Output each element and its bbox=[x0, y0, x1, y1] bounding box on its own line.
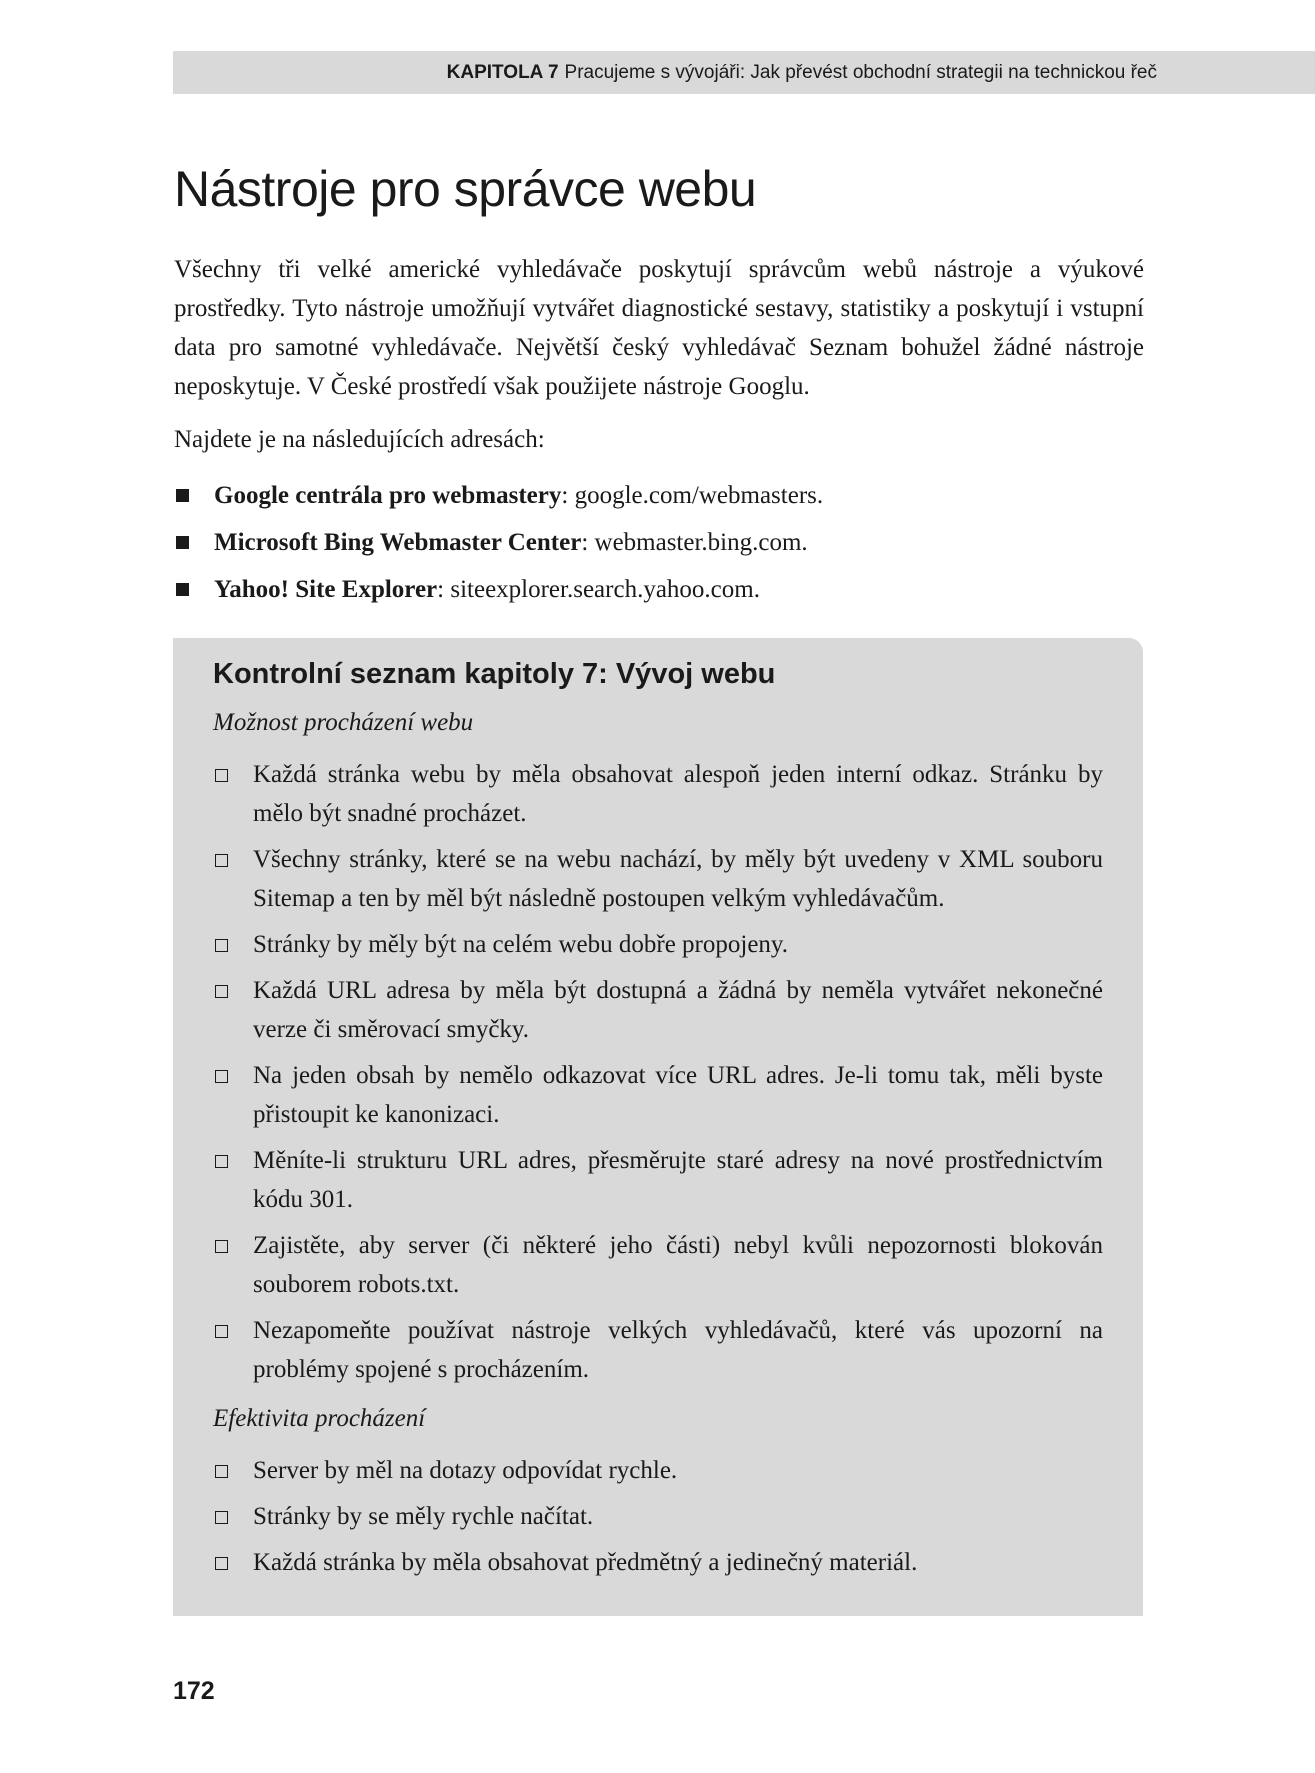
chapter-label: KAPITOLA 7 bbox=[446, 61, 559, 83]
checkbox-icon bbox=[215, 985, 228, 998]
checklist-item bbox=[213, 925, 1103, 964]
checklist-item bbox=[213, 1226, 1103, 1304]
checklist-item-text: Měníte-li strukturu URL adres, přesměrujte staré adresy na nové prostřednictvím kódu 301. bbox=[253, 1147, 1103, 1213]
checklist-item-text: Na jeden obsah by nemělo odkazovat více URL adres. Je-li tomu tak, měli byste přistoupit ke kanonizaci. bbox=[253, 1062, 1103, 1128]
page-number: 172 bbox=[173, 1677, 215, 1705]
list-item bbox=[174, 570, 1144, 609]
intro-paragraph: Všechny tři velké americké vyhledávače poskytují správcům webů nástroje a výukové prostředky. Tyto nástroje umožňují vytvářet diagnostické sestavy, statistiky a poskytují i vstupní data pro samotné vyhledávače. Největší český vyhledávač Seznam bohužel žádné nástroje neposkytuje. V České prostředí však použijete nástroje Googlu. bbox=[174, 256, 1144, 400]
square-bullet-icon bbox=[176, 536, 189, 549]
checklist-item bbox=[213, 1497, 1103, 1536]
tool-address: : siteexplorer.search.yahoo.com. bbox=[437, 576, 760, 603]
tool-name: Yahoo! Site Explorer bbox=[214, 576, 438, 603]
tool-address: : webmaster.bing.com. bbox=[581, 529, 808, 556]
square-bullet-icon bbox=[176, 489, 189, 502]
section-title: Nástroje pro správce webu bbox=[174, 161, 757, 217]
checklist-item-text: Každá URL adresa by měla být dostupná a žádná by neměla vytvářet nekonečné verze či směrovací smyčky. bbox=[253, 977, 1103, 1043]
checklist-item bbox=[213, 1141, 1103, 1219]
checklist-item bbox=[213, 971, 1103, 1049]
checklist-item bbox=[213, 1311, 1103, 1389]
checklist-item bbox=[213, 1451, 1103, 1490]
checkbox-icon bbox=[215, 1240, 228, 1253]
checklist-item-text: Každá stránka webu by měla obsahovat alespoň jeden interní odkaz. Stránku by mělo být snadné procházet. bbox=[253, 761, 1103, 827]
addresses-lead: Najdete je na následujících adresách: bbox=[174, 426, 545, 453]
checkbox-icon bbox=[215, 769, 228, 782]
checklist-item-text: Každá stránka by měla obsahovat předmětný a jedinečný materiál. bbox=[253, 1549, 918, 1576]
checkbox-icon bbox=[215, 939, 228, 952]
chapter-checklist-box bbox=[173, 638, 1143, 1616]
crawl-efficiency-checklist bbox=[213, 1451, 1103, 1582]
checklist-item-text: Nezapomeňte používat nástroje velkých vyhledávačů, které vás upozorní na problémy spojené s procházením. bbox=[253, 1317, 1103, 1383]
crawlability-checklist bbox=[213, 755, 1103, 1389]
webmaster-tools-list bbox=[174, 476, 1144, 617]
tool-name: Google centrála pro webmastery bbox=[214, 482, 562, 509]
checklist-item-text: Všechny stránky, které se na webu nachází, by měly být uvedeny v XML souboru Sitemap a ten by měl být následně postoupen velkým vyhledávačům. bbox=[253, 846, 1103, 912]
tool-address: : google.com/webmasters. bbox=[561, 482, 824, 509]
checklist-subheading: Efektivita procházení bbox=[213, 1405, 426, 1432]
checkbox-icon bbox=[215, 854, 228, 867]
checklist-item bbox=[213, 840, 1103, 918]
square-bullet-icon bbox=[176, 583, 189, 596]
checklist-title: Kontrolní seznam kapitoly 7: Vývoj webu bbox=[213, 658, 776, 690]
checklist-item-text: Zajistěte, aby server (či některé jeho části) nebyl kvůli nepozornosti blokován souborem robots.txt. bbox=[253, 1232, 1103, 1298]
checkbox-icon bbox=[215, 1511, 228, 1524]
checklist-item-text: Server by měl na dotazy odpovídat rychle. bbox=[253, 1457, 678, 1484]
checklist-subheading: Možnost procházení webu bbox=[213, 709, 474, 736]
checklist-item-text: Stránky by se měly rychle načítat. bbox=[253, 1503, 594, 1530]
checkbox-icon bbox=[215, 1070, 228, 1083]
chapter-title: Pracujeme s vývojáři: Jak převést obchodní strategii na technickou řeč bbox=[564, 61, 1157, 83]
list-item bbox=[174, 523, 1144, 562]
checklist-item-text: Stránky by měly být na celém webu dobře propojeny. bbox=[253, 931, 789, 958]
checkbox-icon bbox=[215, 1557, 228, 1570]
checklist-item bbox=[213, 1543, 1103, 1582]
checkbox-icon bbox=[215, 1325, 228, 1338]
tool-name: Microsoft Bing Webmaster Center bbox=[214, 529, 582, 556]
checklist-item bbox=[213, 755, 1103, 833]
list-item bbox=[174, 476, 1144, 515]
checklist-item bbox=[213, 1056, 1103, 1134]
checkbox-icon bbox=[215, 1465, 228, 1478]
checkbox-icon bbox=[215, 1155, 228, 1168]
running-header bbox=[173, 51, 1315, 94]
